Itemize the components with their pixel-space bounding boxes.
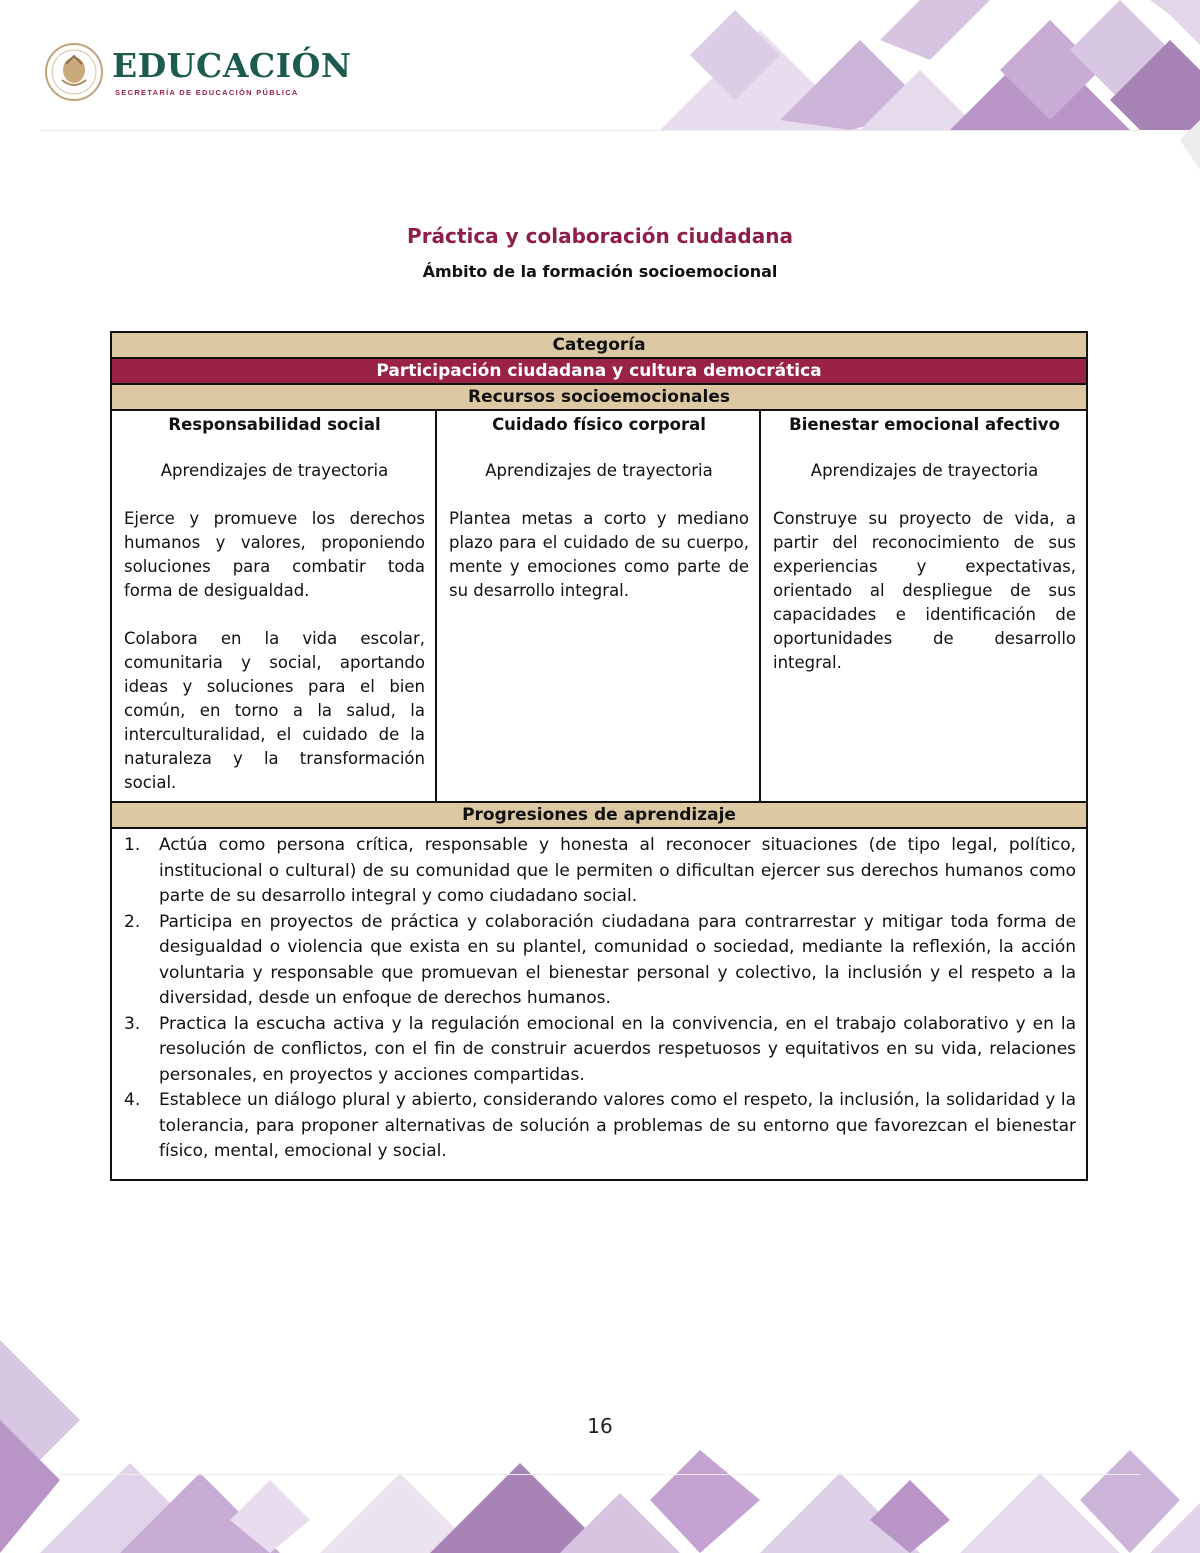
- item-number: 2.: [124, 911, 141, 932]
- categoria-label: Categoría: [111, 332, 1087, 358]
- column-bienestar-emocional: [760, 410, 1087, 802]
- column-subtitle: Aprendizajes de trayectoria: [485, 461, 713, 480]
- column-cuidado-fisico: [436, 410, 760, 802]
- national-seal-icon: [44, 42, 104, 102]
- list-item: [122, 910, 1076, 1012]
- column-subtitle: Aprendizajes de trayectoria: [810, 461, 1039, 480]
- list-item: [122, 1012, 1076, 1089]
- footer-divider: [60, 1474, 1140, 1475]
- list-item: [122, 1088, 1076, 1165]
- categoria-value: Participación ciudadana y cultura democrática: [111, 358, 1087, 384]
- page-title: Práctica y colaboración ciudadana: [407, 224, 793, 248]
- list-item: [122, 833, 1076, 910]
- column-title: Responsabilidad social: [168, 415, 381, 434]
- top-right-diamond-pattern: [660, 0, 1200, 170]
- header-divider: [40, 130, 1140, 131]
- column-subtitle: Aprendizajes de trayectoria: [160, 461, 389, 480]
- progresiones-list-cell: [111, 828, 1087, 1180]
- column-responsabilidad-social: [111, 410, 436, 802]
- item-number: 4.: [124, 1090, 141, 1110]
- column-paragraph: Plantea metas a corto y mediano plazo para el cuidado de su cuerpo, mente y emociones como parte de su desarrollo integral.: [449, 509, 749, 600]
- item-number: 1.: [124, 835, 141, 855]
- page-number: 16: [587, 1414, 613, 1438]
- curriculum-table: [110, 331, 1088, 1181]
- progresiones-label: Progresiones de aprendizaje: [111, 802, 1087, 828]
- agency-name: SECRETARÍA DE EDUCACIÓN PÚBLICA: [115, 88, 299, 97]
- column-title: Bienestar emocional afectivo: [789, 415, 1060, 434]
- page-subtitle: Ámbito de la formación socioemocional: [422, 262, 778, 281]
- item-number: 3.: [124, 1013, 141, 1034]
- column-paragraph: Ejerce y promueve los derechos humanos y valores, proponiendo soluciones para combatir toda forma de desigualdad.: [124, 509, 425, 600]
- brand-name: EDUCACIÓN: [112, 46, 352, 85]
- item-text: Establece un diálogo plural y abierto, considerando valores como el respeto, la inclusión, la solidaridad y la tolerancia, para proponer alternativas de solución a problemas de su entorno que favorezcan el bienestar físico, mental, emocional y social.: [159, 1090, 1077, 1161]
- column-title: Cuidado físico corporal: [492, 415, 706, 434]
- progresiones-list: [122, 833, 1076, 1165]
- item-text: Participa en proyectos de práctica y colaboración ciudadana para contrarrestar y mitigar toda forma de desigualdad o violencia que exista en su plantel, comunidad o sociedad, mediante la reflexión, la acción voluntaria y responsable que promuevan el bienestar personal y colectivo, la inclusión y el respeto a la diversidad, desde un enfoque de derechos humanos.: [159, 911, 1077, 1008]
- bottom-diamond-pattern: [0, 1340, 1200, 1553]
- column-paragraph: Colabora en la vida escolar, comunitaria y social, aportando ideas y soluciones para el bien común, en torno a la salud, la interculturalidad, el cuidado de la naturaleza y la transformación social.: [124, 629, 425, 792]
- recursos-label: Recursos socioemocionales: [111, 384, 1087, 410]
- column-paragraph: Construye su proyecto de vida, a partir del reconocimiento de sus experiencias y expectativas, orientado al despliegue de sus capacidades e identificación de oportunidades de desarrollo integral.: [773, 509, 1077, 672]
- item-text: Actúa como persona crítica, responsable y honesta al reconocer situaciones (de tipo legal, político, institucional o cultural) de su comunidad que le permiten o dificultan ejercer sus derechos humanos como parte de su desarrollo integral y como ciudadano social.: [159, 835, 1077, 906]
- item-text: Practica la escucha activa y la regulación emocional en la convivencia, en el trabajo colaborativo y en la resolución de conflictos, con el fin de construir acuerdos respetuosos y equitativos en su vida, relaciones personales, en proyectos y acciones compartidas.: [159, 1013, 1077, 1085]
